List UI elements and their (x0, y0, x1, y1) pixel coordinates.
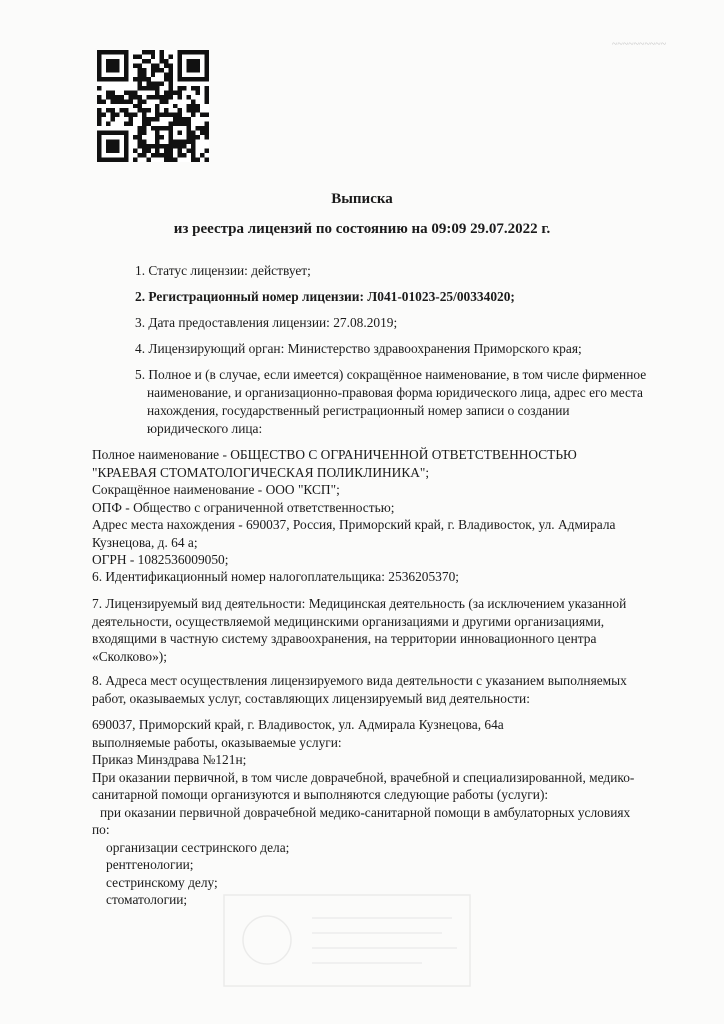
organization-details (92, 446, 682, 569)
license-number: 2. Регистрационный номер лицензии: Л041-01023-25/00334020; (135, 289, 515, 304)
item-5-line-2: наименование, и организационно-правовая форма юридического лица, адрес его места (147, 385, 643, 400)
service-item: стоматологии; (106, 892, 188, 907)
document-subtitle: из реестра лицензий по состоянию на 09:09 29.07.2022 г. (173, 221, 551, 237)
org-short-name: Сокращённое наименование - ООО "КСП"; (92, 482, 340, 497)
places-line-2: работ, оказываемых услуг, составляющих лицензируемый вид деятельности: (92, 690, 530, 706)
org-ogrn: ОГРН - 1082536009050; (92, 552, 229, 567)
activity-line-4: «Сколково»); (92, 648, 167, 664)
services-intro: При оказании первичной, в том числе доврачебной, врачебной и специализированной, медико- (92, 769, 635, 785)
service-item: сестринскому делу; (106, 874, 218, 890)
document-title: Выписка (331, 191, 393, 207)
activity-line-1: 7. Лицензируемый вид деятельности: Медицинская деятельность (за исключением указанной (92, 596, 627, 611)
org-legal-form: ОПФ - Общество с ограниченной ответственностью; (92, 499, 395, 515)
activity-line-2: деятельности, осуществляемой медицинскими организациями и другими организациями, (92, 613, 605, 629)
activity-type (92, 595, 682, 665)
inn-line: 6. Идентификационный номер налогоплательщика: 2536205370; (92, 569, 459, 584)
activity-line-3: входящими в частную систему здравоохранения, на территории инновационного центра (92, 631, 597, 646)
primary-care-line: при оказании первичной доврачебной медико-санитарной помощи в амбулаторных условиях (100, 804, 631, 820)
license-status: 1. Статус лицензии: действует; (135, 263, 311, 278)
qr-code-icon (97, 50, 209, 162)
faint-stamp-icon (222, 893, 472, 988)
item-5-line-4: юридического лица: (147, 421, 263, 436)
org-address: Адрес места нахождения - 690037, Россия, Приморский край, г. Владивосток, ул. Адмирала (92, 517, 616, 532)
org-address-cont: Кузнецова, д. 64 а; (92, 534, 198, 550)
services-heading: выполняемые работы, оказываемые услуги: (92, 734, 342, 750)
org-full-name: Полное наименование - ОБЩЕСТВО С ОГРАНИЧЕННОЙ ОТВЕТСТВЕННОСТЬЮ (92, 447, 577, 462)
item-5-line-1: 5. Полное и (в случае, если имеется) сокращённое наименование, в том числе фирменное (135, 367, 647, 382)
primary-care-line-cont: по: (92, 822, 110, 837)
service-item: рентгенологии; (106, 857, 194, 872)
places-line-1: 8. Адреса мест осуществления лицензируемого вида деятельности с указанием выполняемых (92, 673, 627, 688)
order-reference: Приказ Минздрава №121н; (92, 752, 247, 767)
address-services (92, 716, 682, 909)
org-full-name-cont: "КРАЕВАЯ СТОМАТОЛОГИЧЕСКАЯ ПОЛИКЛИНИКА"; (92, 464, 430, 480)
activity-places (92, 672, 682, 707)
bleed-through-text: ~~~~~~~~~~ (612, 39, 667, 50)
services-intro-cont: санитарной помощи организуются и выполняются следующие работы (услуги): (92, 787, 549, 802)
license-date: 3. Дата предоставления лицензии: 27.08.2019; (135, 315, 398, 330)
item-5-line-3: нахождения, государственный регистрационный номер записи о создании (147, 403, 570, 418)
item-5-text (135, 366, 675, 438)
licensing-authority: 4. Лицензирующий орган: Министерство здравоохранения Приморского края; (135, 341, 582, 356)
service-address: 690037, Приморский край, г. Владивосток, ул. Адмирала Кузнецова, 64а (92, 717, 504, 732)
service-item: организации сестринского дела; (106, 839, 290, 855)
